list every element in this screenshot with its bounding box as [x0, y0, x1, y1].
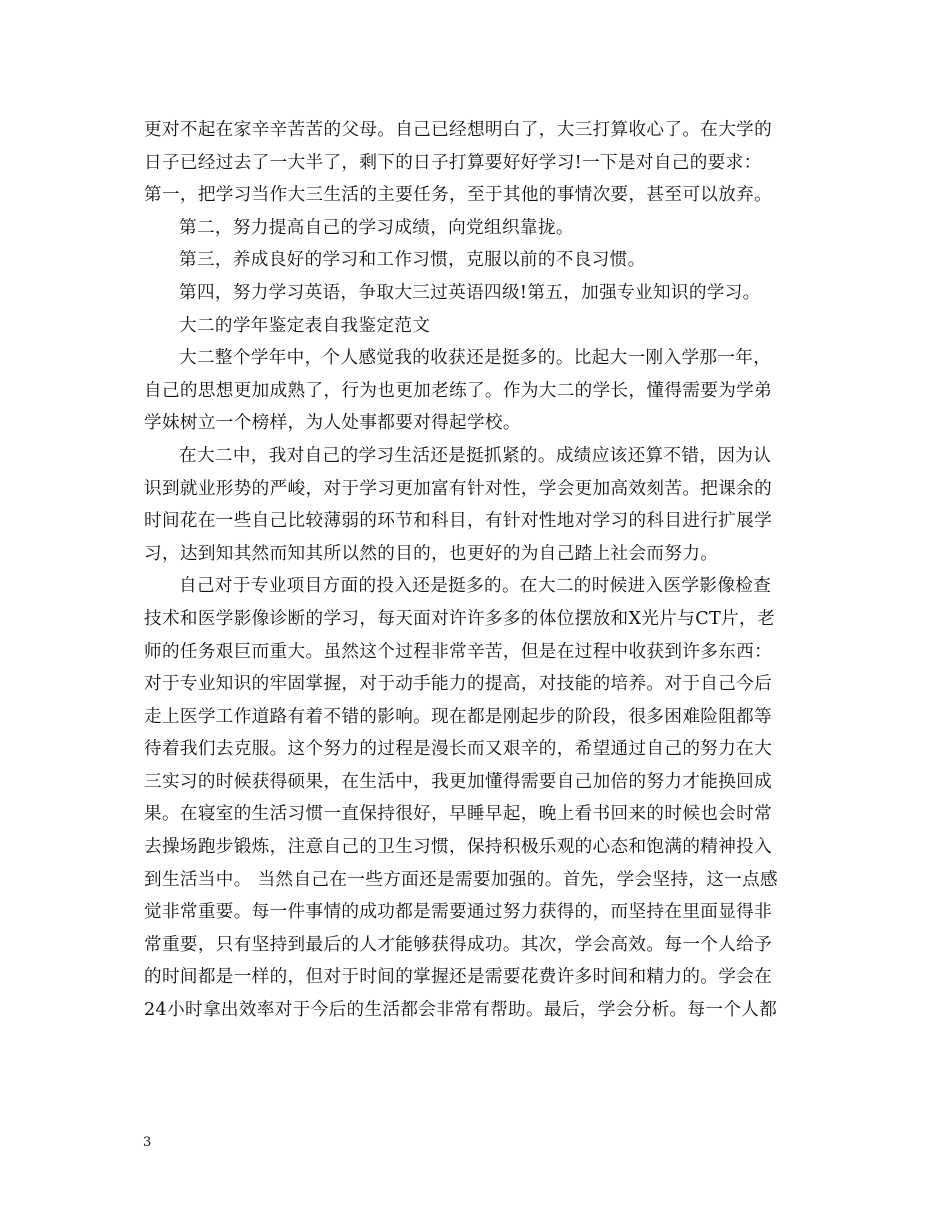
- text-line: 习，达到知其然而知其所以然的目的，也更好的为自己踏上社会而努力。: [144, 543, 719, 564]
- text-line: 技术和医学影像诊断的学习，每天面对许许多多的体位摆放和X光片与CT片，老: [144, 608, 775, 629]
- text-line: 的时间都是一样的，但对于时间的掌握还是需要花费许多时间和精力的。学会在: [144, 967, 773, 988]
- text-line: 自己的思想更加成熟了，行为也更加老练了。作为大二的学长，懂得需要为学弟: [144, 380, 773, 401]
- text-line: 第二，努力提高自己的学习成绩，向党组织靠拢。: [179, 217, 574, 238]
- text-line: 日子已经过去了一大半了，剩下的日子打算要好好学习!一下是对自己的要求：: [144, 152, 762, 173]
- text-line: 学妹树立一个榜样，为人处事都要对得起学校。: [144, 413, 521, 434]
- text-line: 第四，努力学习英语，争取大三过英语四级!第五，加强专业知识的学习。: [179, 282, 761, 303]
- text-line: 走上医学工作道路有着不错的影响。现在都是刚起步的阶段，很多困难险阻都等: [144, 706, 773, 727]
- text-line: 24小时拿出效率对于今后的生活都会非常有帮助。最后，学会分析。每一个人都: [144, 1000, 778, 1021]
- text-line: 第三，养成良好的学习和工作习惯，克服以前的不良习惯。: [179, 250, 646, 271]
- text-line: 在大二中，我对自己的学习生活还是挺抓紧的。成绩应该还算不错，因为认: [179, 445, 772, 466]
- text-line: 常重要，只有坚持到最后的人才能够获得成功。其次，学会高效。每一个人给予: [144, 934, 773, 955]
- page-number: 3: [143, 1135, 152, 1150]
- text-line: 自己对于专业项目方面的投入还是挺多的。在大二的时候进入医学影像检查: [179, 576, 772, 597]
- text-line: 师的任务艰巨而重大。虽然这个过程非常辛苦，但是在过程中收获到许多东西：: [144, 641, 773, 662]
- text-line: 待着我们去克服。这个努力的过程是漫长而又艰辛的，希望通过自己的努力在大: [144, 739, 773, 760]
- text-line: 去操场跑步锻炼，注意自己的卫生习惯，保持积极乐观的心态和饱满的精神投入: [144, 837, 773, 858]
- body-text: [144, 114, 808, 1027]
- text-line: 大二整个学年中，个人感觉我的收获还是挺多的。比起大一刚入学那一年，: [179, 348, 772, 369]
- text-line: 时间花在一些自己比较薄弱的环节和科目，有针对性地对学习的科目进行扩展学: [144, 511, 773, 532]
- text-line: 第一，把学习当作大三生活的主要任务，至于其他的事情次要，甚至可以放弃。: [144, 185, 773, 206]
- text-line: 果。在寝室的生活习惯一直保持很好，早睡早起，晚上看书回来的时候也会时常: [144, 804, 773, 825]
- text-line: 更对不起在家辛辛苦苦的父母。自己已经想明白了，大三打算收心了。在大学的: [144, 120, 773, 140]
- text-line: 识到就业形势的严峻，对于学习更加富有针对性，学会更加高效刻苦。把课余的: [144, 478, 773, 499]
- text-line: 大二的学年鉴定表自我鉴定范文: [179, 315, 431, 336]
- text-line: 觉非常重要。每一件事情的成功都是需要通过努力获得的，而坚持在里面显得非: [144, 902, 773, 923]
- text-line: 对于专业知识的牢固掌握，对于动手能力的提高，对技能的培养。对于自己今后: [144, 674, 773, 695]
- text-line: 到生活当中。 当然自己在一些方面还是需要加强的。首先，学会坚持，这一点感: [144, 869, 778, 890]
- text-line: 三实习的时候获得硕果，在生活中，我更加懂得需要自己加倍的努力才能换回成: [144, 771, 773, 792]
